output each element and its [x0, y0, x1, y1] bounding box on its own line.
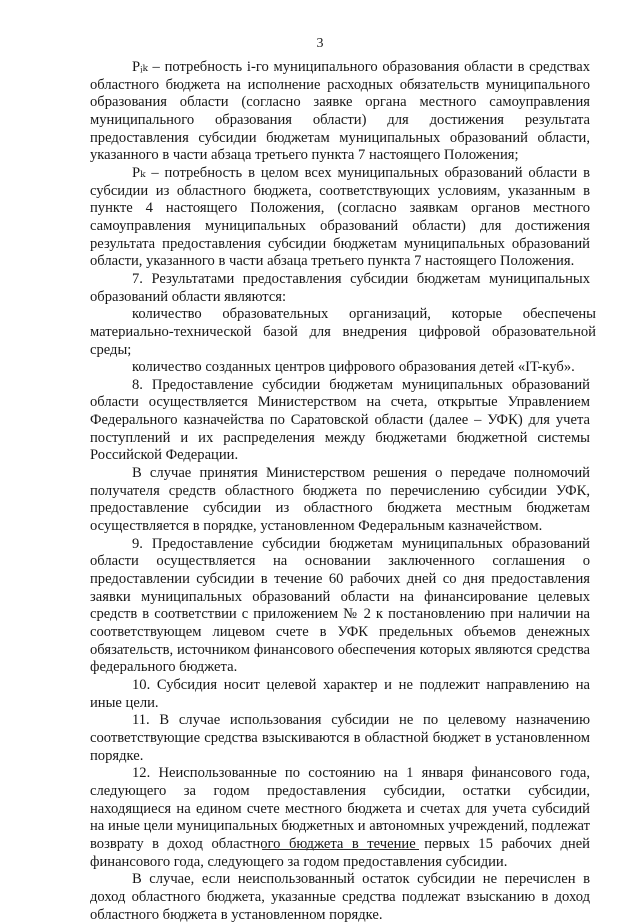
paragraph-item-7: 7. Результатами предоставления субсидии бюджетам муниципальных образований области являются: [90, 270, 590, 305]
paragraph-item-7-result-1: количество образовательных организаций, которые обеспечены материально-технической базой для внедрения цифровой образовательной среды; [90, 306, 596, 358]
paragraph-item-7-result-2: количество созданных центров цифрового образования детей «IT-куб». [132, 359, 575, 376]
paragraph-pk-definition: Pₖ – потребность в целом всех муниципальных образований области в субсидии из областного бюджета, соответствующих условиям, указанным в пункте 4 настоящего Положения, (согласно заявкам органов местного самоуправления муниципальных образований области) для достижения результата предоставления субсидии бюджетам муниципальных образований области, указанного в части абзаца третьего пункта 7 настоящего Положения. [90, 164, 590, 270]
paragraph-item-11: 11. В случае использования субсидии не по целевому назначению соответствующие средства взыскиваются в областной бюджет в установленном порядке. [90, 712, 590, 764]
paragraph-item-12: 12. Неиспользованные по состоянию на 1 января финансового года, следующего за годом предоставления субсидии, остатки субсидии, находящиеся на едином счете местного бюджета и счетах для учета субсидий на иные цели муниципальных бюджетных и автономных учреждений, подлежат возврату в доход областного бюджета в течение первых 15 рабочих дней финансового года, следующего за годом предоставления субсидии. [90, 765, 590, 870]
paragraph-pik-definition: Pᵢₖ – потребность i-го муниципального образования области в средствах областного бюджета на исполнение расходных обязательств муниципального образования области (согласно заявке органа местного самоуправления муниципального образования области) для достижения результата предоставления субсидии бюджетам муниципальных образований области, указанного в части абзаца третьего пункта 7 настоящего Положения; [90, 59, 590, 164]
paragraph-item-8: 8. Предоставление субсидии бюджетам муниципальных образований области осуществляется Министерством на счета, открытые Управлением Федерального казначейства по Саратовской области (далее – УФК) для учета поступлений и их распределения между бюджетами бюджетной системы Российской Федерации. [90, 376, 590, 464]
document-body [90, 59, 596, 924]
paragraph-item-12-remainder: В случае, если неиспользованный остаток субсидии не перечислен в доход областного бюджета, указанные средства подлежат взысканию в доход областного бюджета в установленном порядке. [90, 871, 590, 923]
paragraph-item-9: 9. Предоставление субсидии бюджетам муниципальных образований области осуществляется на основании заключенного соглашения о предоставлении субсидии в течение 60 рабочих дней со дня предоставления заявки муниципальных образований области на финансирование целевых средств в соответствии с приложением № 2 к постановлению при наличии на соответствующем лицевом счете в УФК предельных объемов денежных обязательств, источником финансового обеспечения которых являются средства федерального бюджета. [90, 535, 590, 676]
paragraph-item-8-delegation: В случае принятия Министерством решения о передаче полномочий получателя средств областного бюджета по перечислению субсидии УФК, предоставление субсидии из областного бюджета местным бюджетам осуществляется в порядке, установленном Федеральным казначейством. [90, 465, 590, 535]
page-number: 3 [316, 36, 324, 51]
paragraph-item-10: 10. Субсидия носит целевой характер и не подлежит направлению на иные цели. [90, 676, 590, 711]
footer-rule [262, 849, 419, 850]
